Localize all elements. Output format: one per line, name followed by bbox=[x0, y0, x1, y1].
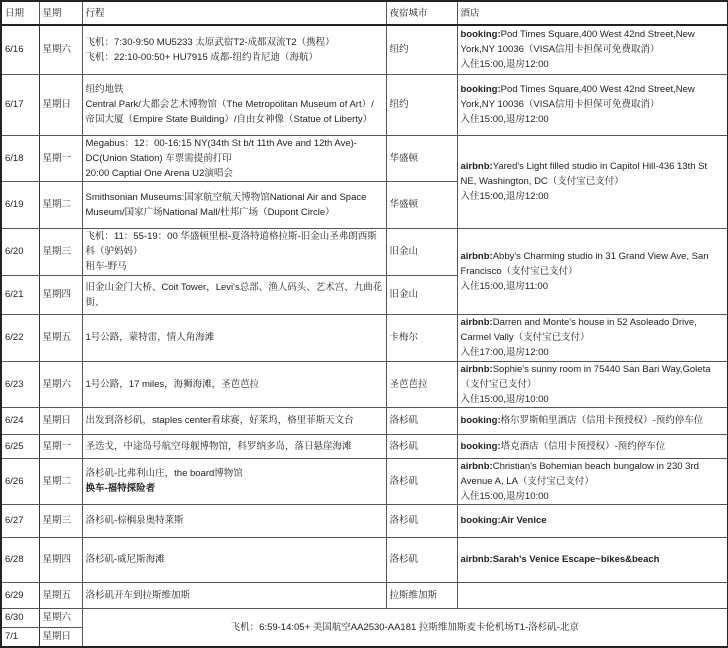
city-cell: 洛杉矶 bbox=[386, 458, 457, 504]
weekday-cell: 星期二 bbox=[39, 181, 82, 228]
hotel-info bbox=[461, 441, 666, 452]
itinerary-line: 租车-野马 bbox=[85, 261, 127, 272]
weekday-cell: 星期日 bbox=[39, 627, 82, 647]
itinerary-line: 洛杉矶-比弗利山庄，the board博物馆 bbox=[85, 468, 243, 479]
table-row bbox=[1, 504, 728, 537]
hotel-info bbox=[461, 161, 708, 187]
city-cell: 旧金山 bbox=[386, 228, 457, 275]
itinerary-line: 20:00 Captial One Arena U2演唱会 bbox=[85, 167, 233, 179]
hotel-source: airbnb: bbox=[460, 363, 493, 375]
date-cell: 6/18 bbox=[1, 135, 39, 181]
hotel-cell bbox=[457, 25, 728, 74]
city-cell: 洛杉矶 bbox=[386, 434, 457, 458]
checkin-time: 入住15:00,退房10:00 bbox=[460, 393, 549, 405]
hotel-info bbox=[461, 515, 547, 526]
hotel-cell bbox=[457, 228, 728, 314]
itinerary-line: 飞机：11：55-19：00 华盛顿里根-夏洛特道格拉斯-旧金山圣弗朗西斯科（驴妈妈） bbox=[85, 231, 377, 257]
date-cell: 6/16 bbox=[1, 25, 39, 74]
hotel-info bbox=[461, 364, 711, 390]
header-date: 日期 bbox=[1, 1, 39, 25]
itinerary-line: Megabus：12：00-16:15 NY(34th St b/t 11th Ave and 12th Ave)-DC(Union Station) 车票需提前打印 bbox=[85, 137, 357, 164]
hotel-name: Pod Times Square,400 West 42nd Street,New York,NY 10036（VISA信用卡担保可免费取消） bbox=[460, 84, 695, 110]
hotel-info bbox=[461, 251, 709, 277]
date-cell: 6/25 bbox=[1, 434, 39, 458]
city-cell: 华盛顿 bbox=[386, 135, 457, 181]
itinerary-line: 纽约地铁 bbox=[85, 84, 124, 95]
itinerary-cell bbox=[82, 361, 386, 407]
date-cell: 6/23 bbox=[1, 361, 39, 407]
hotel-name: Air Venice bbox=[500, 515, 547, 526]
hotel-source: booking: bbox=[460, 440, 501, 452]
date-cell: 6/24 bbox=[1, 407, 39, 434]
weekday-cell: 星期五 bbox=[39, 314, 82, 361]
itinerary-line: 1号公路，蒙特雷，情人角海滩 bbox=[85, 332, 215, 343]
hotel-name: 塔克酒店（信用卡预授权）-预约停车位 bbox=[500, 440, 666, 452]
hotel-cell bbox=[457, 582, 728, 608]
itinerary-line: 洛杉矶开车到拉斯维加斯 bbox=[85, 589, 191, 601]
hotel-cell bbox=[457, 407, 728, 434]
city-cell: 旧金山 bbox=[386, 275, 457, 314]
city-cell: 华盛顿 bbox=[386, 181, 457, 228]
weekday-cell: 星期三 bbox=[39, 228, 82, 275]
city-cell: 洛杉矶 bbox=[386, 537, 457, 582]
date-cell: 6/22 bbox=[1, 314, 39, 361]
itinerary-line: Smithsonian Museums:国家航空航天博物馆National Air and Space Museum/国家广场National Mall/杜邦广场（Dupont Circle） bbox=[85, 191, 367, 218]
hotel-info bbox=[461, 461, 699, 487]
itinerary-line: 飞机：7:30-9:50 MU5233 太原武宿T2-成都双流T2（携程） bbox=[85, 36, 335, 48]
table-row bbox=[1, 407, 728, 434]
weekday-cell: 星期四 bbox=[39, 537, 82, 582]
header-city: 夜宿城市 bbox=[386, 1, 457, 25]
date-cell: 6/29 bbox=[1, 582, 39, 608]
hotel-name: Sarah's Venice Escape~bikes&beach bbox=[492, 554, 660, 565]
checkin-time: 入住15:00,退房12:00 bbox=[460, 59, 549, 71]
final-flight-cell: 飞机：6:59-14:05+ 美国航空AA2530-AA181 拉斯维加斯麦卡伦机场T1-洛杉矶-北京 bbox=[82, 608, 728, 647]
table-row bbox=[1, 228, 728, 275]
hotel-source: booking: bbox=[460, 415, 501, 426]
table-row bbox=[1, 361, 728, 407]
header-weekday: 星期 bbox=[39, 1, 82, 25]
hotel-cell bbox=[457, 74, 728, 135]
hotel-name: Pod Times Square,400 West 42nd Street,New York,NY 10036（VISA信用卡担保可免费取消） bbox=[460, 29, 695, 56]
itinerary-cell bbox=[82, 504, 386, 537]
weekday-cell: 星期六 bbox=[39, 361, 82, 407]
itinerary-line: 1号公路，17 miles，海狮海滩，圣芭芭拉 bbox=[85, 378, 260, 390]
date-cell: 6/28 bbox=[1, 537, 39, 582]
hotel-cell bbox=[457, 537, 728, 582]
table-row bbox=[1, 434, 728, 458]
weekday-cell: 星期一 bbox=[39, 434, 82, 458]
header-hotel: 酒店 bbox=[457, 1, 728, 25]
itinerary-cell bbox=[82, 25, 386, 74]
table-row bbox=[1, 458, 728, 504]
table-row bbox=[1, 74, 728, 135]
itinerary-cell bbox=[82, 275, 386, 314]
hotel-name: Christian's Bohemian beach bungalow in 230 3rd Avenue A, LA（支付宝已支付） bbox=[460, 460, 699, 487]
city-cell: 洛杉矶 bbox=[386, 504, 457, 537]
itinerary-cell bbox=[82, 407, 386, 434]
itinerary-cell bbox=[82, 181, 386, 228]
hotel-cell bbox=[457, 361, 728, 407]
weekday-cell: 星期四 bbox=[39, 275, 82, 314]
itinerary-cell bbox=[82, 228, 386, 275]
itinerary-line: 洛杉矶-棕榈泉奥特莱斯 bbox=[85, 515, 184, 526]
date-cell: 6/17 bbox=[1, 74, 39, 135]
itinerary-cell bbox=[82, 582, 386, 608]
hotel-cell bbox=[457, 458, 728, 504]
date-cell: 6/19 bbox=[1, 181, 39, 228]
itinerary-cell bbox=[82, 314, 386, 361]
checkin-time: 入住15:00,退房10:00 bbox=[460, 490, 549, 502]
city-cell: 纽约 bbox=[386, 74, 457, 135]
checkin-time: 入住15:00,退房11:00 bbox=[460, 280, 548, 292]
weekday-cell: 星期日 bbox=[39, 407, 82, 434]
checkin-time: 入住15:00,退房12:00 bbox=[460, 191, 549, 202]
header-row bbox=[1, 1, 728, 25]
checkin-time: 入住17:00,退房12:00 bbox=[460, 347, 549, 358]
weekday-cell: 星期六 bbox=[39, 25, 82, 74]
date-cell: 6/27 bbox=[1, 504, 39, 537]
hotel-cell bbox=[457, 504, 728, 537]
table-row bbox=[1, 314, 728, 361]
hotel-cell bbox=[457, 434, 728, 458]
itinerary-cell bbox=[82, 434, 386, 458]
hotel-info bbox=[461, 317, 697, 343]
date-cell: 7/1 bbox=[1, 627, 39, 647]
hotel-cell bbox=[457, 135, 728, 228]
itinerary-line: 出发到洛杉矶，staples center看球赛，好莱坞，格里菲斯天文台 bbox=[85, 415, 354, 426]
weekday-cell: 星期二 bbox=[39, 458, 82, 504]
city-cell: 拉斯维加斯 bbox=[386, 582, 457, 608]
hotel-source: airbnb: bbox=[460, 317, 493, 328]
city-cell: 洛杉矶 bbox=[386, 407, 457, 434]
city-cell: 纽约 bbox=[386, 25, 457, 74]
hotel-name: Abby's Charming studio in 31 Grand View Ave, San Francisco（支付宝已支付） bbox=[460, 250, 709, 277]
hotel-info bbox=[461, 415, 704, 426]
hotel-cell bbox=[457, 314, 728, 361]
checkin-time: 入住15:00,退房12:00 bbox=[460, 114, 549, 125]
itinerary-line-bold: 换车-福特探险者 bbox=[85, 483, 156, 494]
date-cell: 6/21 bbox=[1, 275, 39, 314]
itinerary-line: Central Park/大都会艺术博物馆（The Metropolitan Museum of Art）/帝国大厦（Empire State Building）/自由女神像（Statue of Liberty） bbox=[85, 99, 374, 125]
itinerary-cell bbox=[82, 74, 386, 135]
hotel-source: airbnb: bbox=[460, 161, 493, 172]
table-row bbox=[1, 582, 728, 608]
itinerary-cell bbox=[82, 135, 386, 181]
hotel-name: Sophie's sunny room in 75440 San Bari Way,Goleta（支付宝已支付） bbox=[460, 363, 711, 390]
itinerary-cell bbox=[82, 458, 386, 504]
hotel-source: airbnb: bbox=[460, 250, 493, 262]
weekday-cell: 星期日 bbox=[39, 74, 82, 135]
hotel-info bbox=[461, 29, 695, 55]
weekday-cell: 星期五 bbox=[39, 582, 82, 608]
hotel-source: airbnb: bbox=[460, 460, 493, 472]
hotel-source: airbnb: bbox=[460, 554, 493, 565]
date-cell: 6/26 bbox=[1, 458, 39, 504]
itinerary-line: 洛杉矶-威尼斯海滩 bbox=[85, 554, 165, 565]
hotel-source: booking: bbox=[460, 29, 501, 41]
hotel-name: Darren and Monte's house in 52 Asoleado Drive, Carmel Vally（支付宝已支付） bbox=[460, 317, 697, 343]
header-itinerary: 行程 bbox=[82, 1, 386, 25]
table-row bbox=[1, 608, 728, 627]
hotel-source: booking: bbox=[460, 515, 501, 526]
city-cell: 卡梅尔 bbox=[386, 314, 457, 361]
hotel-info bbox=[461, 84, 695, 110]
weekday-cell: 星期三 bbox=[39, 504, 82, 537]
hotel-info bbox=[461, 554, 660, 565]
table-row bbox=[1, 135, 728, 181]
hotel-name: Yared's Light filled studio in Capitol Hill-436 13th St NE, Washington, DC（支付宝已支付） bbox=[460, 161, 708, 187]
weekday-cell: 星期一 bbox=[39, 135, 82, 181]
weekday-cell: 星期六 bbox=[39, 608, 82, 627]
itinerary-line: 圣迭戈，中途岛号航空母舰博物馆，科罗纳多岛，落日悬崖海滩 bbox=[85, 440, 352, 452]
date-cell: 6/30 bbox=[1, 608, 39, 627]
date-cell: 6/20 bbox=[1, 228, 39, 275]
itinerary-line: 旧金山金门大桥、Coit Tower，Levi's总部、渔人码头、艺术宫、九曲花街、 bbox=[85, 281, 383, 308]
table-row bbox=[1, 537, 728, 582]
table-row bbox=[1, 25, 728, 74]
hotel-source: booking: bbox=[460, 84, 501, 95]
itinerary-line: 飞机：22:10-00:50+ HU7915 成都-纽约肯尼迪（海航） bbox=[85, 51, 319, 63]
itinerary-cell bbox=[82, 537, 386, 582]
city-cell: 圣芭芭拉 bbox=[386, 361, 457, 407]
hotel-name: 格尔罗斯帕里酒店（信用卡预授权）-预约停车位 bbox=[500, 415, 704, 426]
